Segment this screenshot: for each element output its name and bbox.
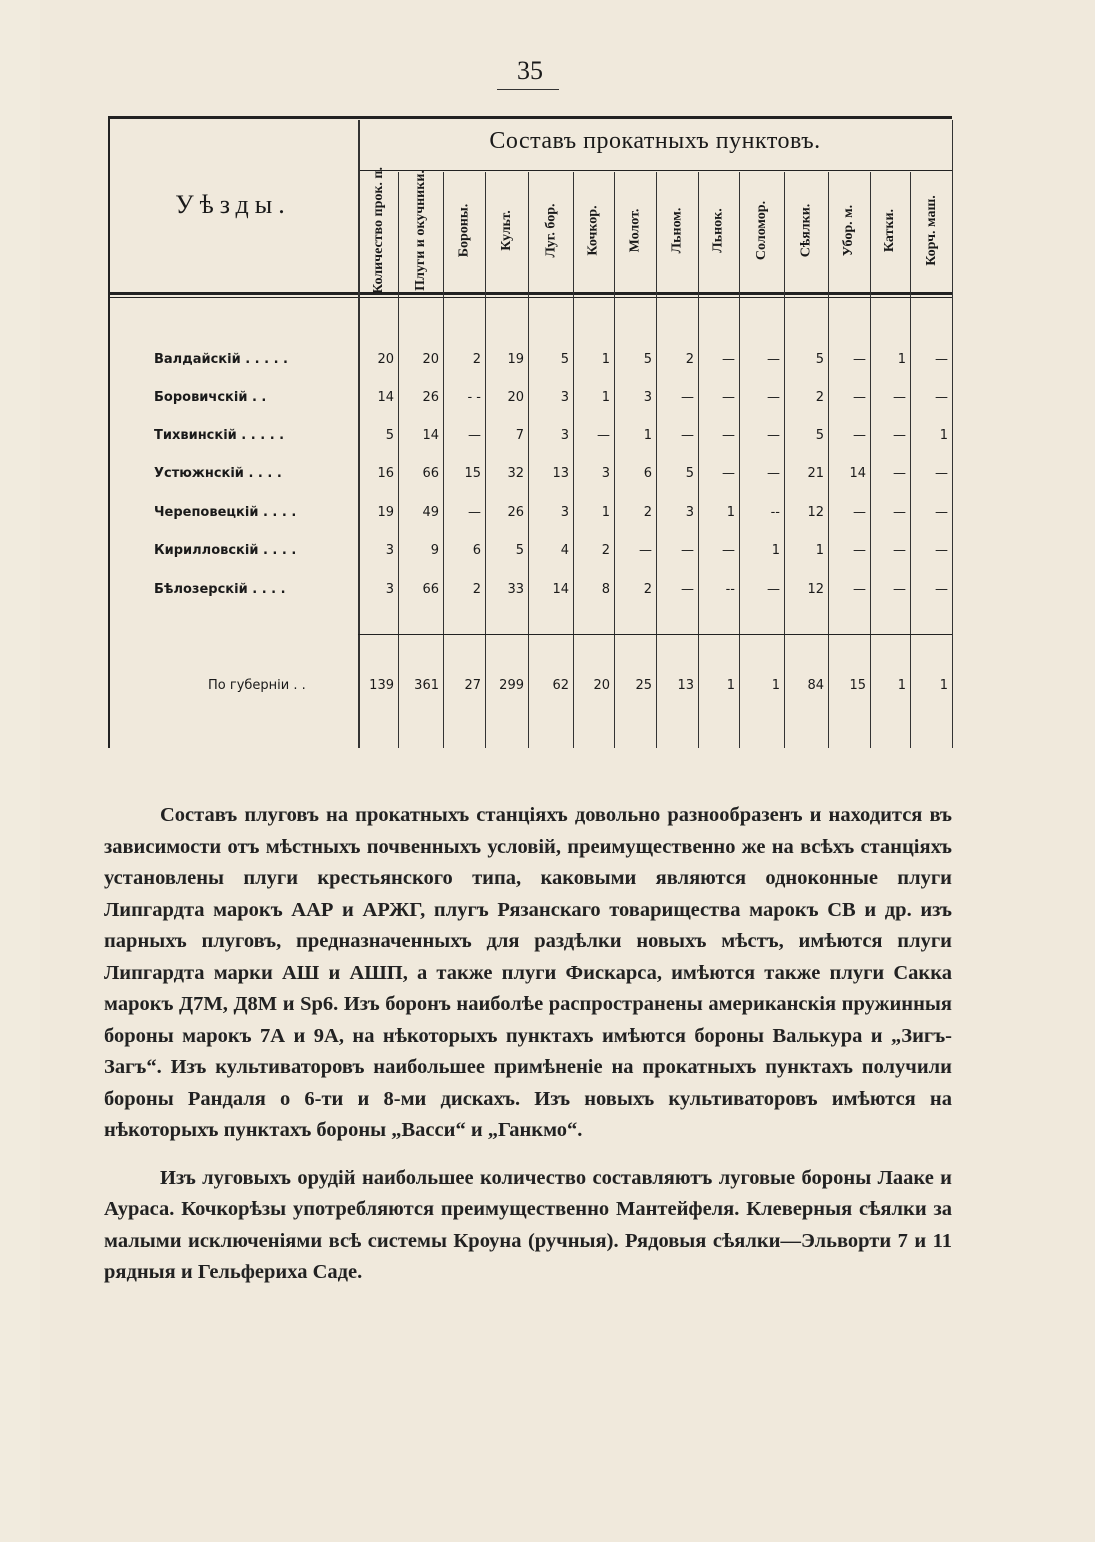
table-cell: 1: [601, 390, 610, 405]
table-cell: —: [767, 428, 780, 443]
total-cell: 13: [677, 678, 694, 693]
table-cell: 1: [601, 505, 610, 520]
column-header-label: Плуги и окучники.: [413, 169, 429, 291]
row-label: Бѣлозерскій . . . .: [154, 582, 286, 597]
table-cell: —: [767, 466, 780, 481]
column-header: [698, 174, 739, 286]
table-cell: 26: [507, 505, 524, 520]
column-header-label: Луг. бор.: [543, 203, 558, 257]
page-number-underline: [497, 89, 559, 90]
table-cell: 9: [430, 543, 439, 558]
table-cell: 5: [643, 352, 652, 367]
total-cell: 25: [635, 678, 652, 693]
table-cell: 5: [515, 543, 524, 558]
table-cell: —: [722, 466, 735, 481]
table-cell: —: [853, 390, 866, 405]
table-cell: —: [893, 543, 906, 558]
table-cell: 26: [422, 390, 439, 405]
table-cell: 15: [464, 466, 481, 481]
header-bottom-rule: [108, 292, 952, 295]
column-header: [739, 174, 784, 286]
table-cell: --: [725, 582, 735, 597]
total-cell: 62: [552, 678, 569, 693]
table-cell: —: [597, 428, 610, 443]
column-header-label: Соломор.: [754, 200, 769, 260]
table-cell: —: [893, 582, 906, 597]
table-cell: 3: [385, 543, 394, 558]
table-cell: —: [681, 543, 694, 558]
table-cell: 13: [552, 466, 569, 481]
table-cell: —: [935, 466, 948, 481]
table-cell: 66: [422, 466, 439, 481]
table-cell: 32: [507, 466, 524, 481]
column-header: [573, 174, 614, 286]
column-header-label: Бороны.: [456, 203, 472, 257]
column-header-label: Корч. маш.: [923, 194, 939, 266]
page-number: 35: [517, 56, 543, 85]
column-header-label: Катки.: [882, 208, 898, 252]
table-cell: 2: [472, 352, 481, 367]
total-cell: 1: [726, 678, 735, 693]
total-cell: 27: [464, 678, 481, 693]
table-cell: —: [853, 352, 866, 367]
total-cell: 84: [807, 678, 824, 693]
total-cell: 1: [771, 678, 780, 693]
column-header: [398, 169, 443, 291]
column-header-label: Сѣялки.: [798, 203, 814, 257]
table-cell: 6: [643, 466, 652, 481]
table-cell: 33: [507, 582, 524, 597]
table-cell: —: [722, 428, 735, 443]
column-header: [870, 174, 910, 286]
column-header: [485, 174, 528, 286]
column-header: [614, 174, 656, 286]
table-cell: 6: [472, 543, 481, 558]
row-header: Уѣзды.: [175, 190, 291, 219]
table-cell: 1: [726, 505, 735, 520]
table-cell: 3: [560, 390, 569, 405]
total-cell: 1: [939, 678, 948, 693]
table-cell: —: [935, 505, 948, 520]
table-cell: —: [853, 543, 866, 558]
table-cell: —: [853, 428, 866, 443]
column-header-label: Льнок.: [711, 207, 726, 253]
table-cell: —: [935, 390, 948, 405]
table-cell: —: [681, 582, 694, 597]
table-cell: 14: [552, 582, 569, 597]
table-cell: 21: [807, 466, 824, 481]
table-cell: 1: [771, 543, 780, 558]
table-cell: 14: [377, 390, 394, 405]
table-cell: 5: [815, 352, 824, 367]
total-cell: 361: [414, 678, 439, 693]
column-header-label: Молот.: [627, 208, 643, 252]
header-bottom-rule-thin: [108, 297, 952, 298]
table-cell: 12: [807, 582, 824, 597]
table-cell: 20: [377, 352, 394, 367]
table-cell: - -: [467, 390, 481, 405]
table-top-rule: [108, 116, 952, 119]
paragraph-1: Составъ плуговъ на прокатныхъ станціяхъ довольно разнообразенъ и находится въ зависимости отъ мѣстныхъ почвенныхъ условій, преимущественно же на всѣхъ станціяхъ установлены плуги крестьянского типа, каковыми являются одноконные плуги Липгардта марокъ ААР и АРЖГ, плугъ Рязанскаго товарищества марокъ СВ и др. изъ парныхъ плуговъ, предназначенныхъ для раздѣлки новыхъ мѣстъ, имѣются плуги Липгардта марки АШ и АШП, а также плуги Фискарса, имѣются также плуги Сакка марокъ Д7М, Д8М и Sр6. Изъ боронъ наиболѣе распространены американскія пружинныя бороны марокъ 7А и 9А, на нѣкоторыхъ пунктахъ имѣются бороны Валькура и „Зигъ-Загъ“. Изъ культиваторовъ наибольшее примѣненіе на прокатныхъ пунктахъ получили бороны Рандаля о 6-ти и 8-ми дискахъ. Изъ новыхъ культиваторовъ имѣются на нѣкоторыхъ пунктахъ бороны „Васси“ и „Ганкмо“.: [104, 804, 952, 1141]
row-label: Тихвинскій . . . . .: [154, 428, 285, 443]
table-cell: 3: [601, 466, 610, 481]
total-cell: 20: [593, 678, 610, 693]
group-header: Составъ прокатныхъ пунктовъ.: [489, 128, 821, 154]
column-header-label: Льном.: [669, 207, 685, 253]
table-cell: —: [767, 390, 780, 405]
total-row-rule: [358, 634, 952, 635]
table-cell: 5: [385, 428, 394, 443]
table-cell: —: [767, 582, 780, 597]
body-text: [104, 800, 952, 1289]
table-cell: 2: [815, 390, 824, 405]
table-cell: 5: [685, 466, 694, 481]
total-cell: 1: [897, 678, 906, 693]
row-label: Боровичскій . .: [154, 390, 267, 405]
table-cell: 1: [815, 543, 824, 558]
table-cell: 5: [815, 428, 824, 443]
table-cell: 3: [643, 390, 652, 405]
table-cell: 12: [807, 505, 824, 520]
table-cell: 5: [560, 352, 569, 367]
table-cell: —: [893, 466, 906, 481]
table-cell: 14: [422, 428, 439, 443]
column-header: [784, 174, 828, 286]
table-cell: 3: [685, 505, 694, 520]
total-row-label: По губерніи . .: [208, 678, 306, 693]
table-cell: 66: [422, 582, 439, 597]
column-header: [828, 174, 870, 286]
column-header: [910, 174, 952, 286]
total-cell: 15: [849, 678, 866, 693]
table-cell: 1: [601, 352, 610, 367]
table-cell: 8: [601, 582, 610, 597]
table-cell: —: [681, 390, 694, 405]
row-label: Устюжнскій . . . .: [154, 466, 282, 481]
table-cell: —: [893, 505, 906, 520]
table-cell: 20: [507, 390, 524, 405]
table-cell: —: [722, 352, 735, 367]
table-cell: 2: [472, 582, 481, 597]
table-cell: —: [468, 428, 481, 443]
table-cell: 20: [422, 352, 439, 367]
table-cell: --: [770, 505, 780, 520]
table-cell: 1: [643, 428, 652, 443]
table-cell: —: [853, 582, 866, 597]
table-cell: 7: [515, 428, 524, 443]
row-label: Кирилловскій . . . .: [154, 543, 297, 558]
table-cell: 1: [897, 352, 906, 367]
table-cell: —: [935, 543, 948, 558]
column-header: [358, 166, 398, 294]
table-cell: —: [893, 390, 906, 405]
column-header: [443, 174, 485, 286]
table-cell: 2: [601, 543, 610, 558]
table-cell: 2: [643, 582, 652, 597]
table-cell: —: [935, 352, 948, 367]
row-label: Валдайскій . . . . .: [154, 352, 288, 367]
total-cell: 139: [369, 678, 394, 693]
table-cell: —: [639, 543, 652, 558]
column-divider: [952, 120, 953, 748]
table-cell: 1: [939, 428, 948, 443]
column-header: [528, 174, 573, 286]
column-header-label: Убор. м.: [841, 204, 857, 256]
table-cell: 2: [643, 505, 652, 520]
table-cell: —: [722, 543, 735, 558]
table-cell: 49: [422, 505, 439, 520]
table-cell: 4: [560, 543, 569, 558]
table-cell: —: [935, 582, 948, 597]
table-cell: —: [681, 428, 694, 443]
table-cell: 3: [385, 582, 394, 597]
table-cell: 2: [685, 352, 694, 367]
table-cell: —: [893, 428, 906, 443]
total-cell: 299: [499, 678, 524, 693]
table-cell: —: [853, 505, 866, 520]
column-header: [656, 174, 698, 286]
table-cell: 19: [507, 352, 524, 367]
column-header-label: Культ.: [498, 209, 514, 251]
table-cell: —: [767, 352, 780, 367]
column-header-label: Кочкор.: [586, 204, 601, 256]
group-header-rule: [358, 170, 952, 171]
paragraph-2: Изъ луговыхъ орудій наибольшее количество составляютъ луговые бороны Лааке и Аураса. Кочкорѣзы употребляются преимущественно Мантейфеля. Клеверныя сѣялки за малыми исключеніями всѣ системы Кроуна (ручныя). Рядовыя сѣялки—Эльворти 7 и 11 рядныя и Гельфериха Саде.: [104, 1166, 952, 1283]
table-cell: 3: [560, 505, 569, 520]
statistics-table: [108, 116, 952, 748]
column-header-label: Количество прок. п.: [370, 166, 386, 294]
table-cell: 14: [849, 466, 866, 481]
table-cell: —: [468, 505, 481, 520]
table-cell: —: [722, 390, 735, 405]
table-cell: 3: [560, 428, 569, 443]
table-cell: 19: [377, 505, 394, 520]
table-cell: 16: [377, 466, 394, 481]
row-label: Череповецкій . . . .: [154, 505, 297, 520]
